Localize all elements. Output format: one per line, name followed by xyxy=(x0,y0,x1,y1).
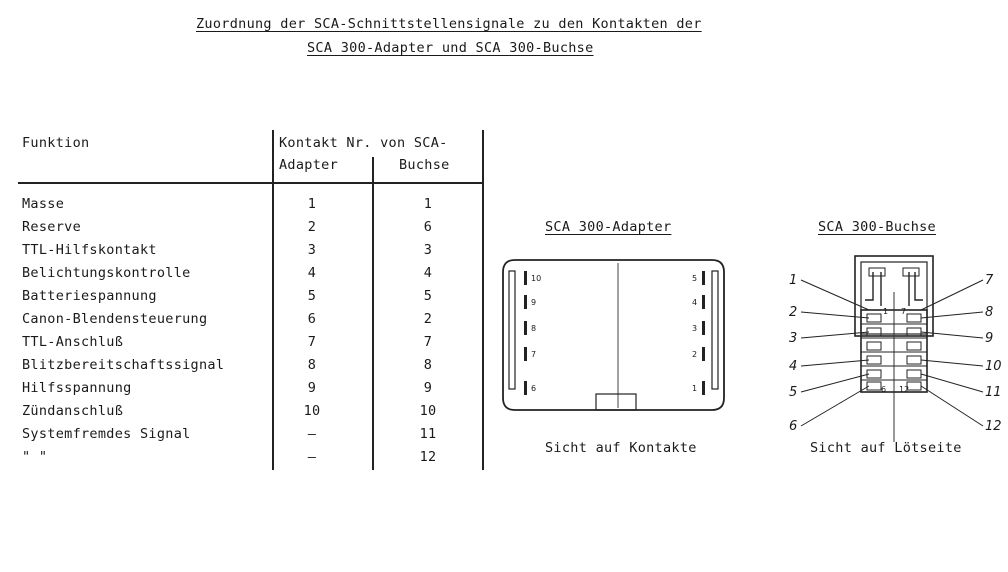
buchse-title: SCA 300-Buchse xyxy=(818,219,936,235)
table-divider-middle xyxy=(372,157,374,470)
buchse-contact-left xyxy=(867,328,881,336)
adapter-caption: Sicht auf Kontakte xyxy=(545,440,697,456)
row-buchse-contact: 3 xyxy=(423,242,433,258)
adapter-contact-label: 1 xyxy=(692,384,698,393)
table-divider-right xyxy=(482,130,484,470)
table-header-rule xyxy=(18,182,484,184)
buchse-contact-right xyxy=(907,314,921,322)
row-funktion: Belichtungskontrolle xyxy=(22,265,191,281)
row-buchse-contact: 12 xyxy=(419,449,437,465)
row-adapter-contact: 7 xyxy=(307,334,317,350)
buchse-leader-line xyxy=(801,280,869,310)
row-funktion: Hilfsspannung xyxy=(22,380,132,396)
adapter-contact-label: 7 xyxy=(531,350,537,359)
buchse-callout-right: 11 xyxy=(985,385,1002,400)
buchse-callout-right: 7 xyxy=(985,273,994,288)
adapter-contact-label: 6 xyxy=(531,384,537,393)
buchse-callout-left: 2 xyxy=(789,305,798,320)
adapter-contact-left xyxy=(524,321,527,335)
buchse-contact-left xyxy=(867,342,881,350)
adapter-contact-label: 4 xyxy=(692,298,698,307)
buchse-contact-left xyxy=(867,370,881,378)
buchse-leader-line xyxy=(921,386,983,426)
row-buchse-contact: 5 xyxy=(423,288,433,304)
buchse-contact-right xyxy=(907,328,921,336)
adapter-title: SCA 300-Adapter xyxy=(545,219,672,235)
row-adapter-contact: – xyxy=(307,449,317,465)
document-title-line-2: SCA 300-Adapter und SCA 300-Buchse xyxy=(307,40,594,56)
adapter-diagram xyxy=(500,258,730,418)
buchse-inner-label: 1 xyxy=(883,307,889,316)
buchse-leader-line xyxy=(921,374,983,392)
buchse-inner-label: 12 xyxy=(899,385,910,394)
buchse-callout-left: 6 xyxy=(789,419,798,434)
row-buchse-contact: 2 xyxy=(423,311,433,327)
row-buchse-contact: 11 xyxy=(419,426,437,442)
adapter-contact-left xyxy=(524,381,527,395)
adapter-contact-right xyxy=(702,295,705,309)
row-adapter-contact: 9 xyxy=(307,380,317,396)
row-adapter-contact: 4 xyxy=(307,265,317,281)
adapter-contact-label: 2 xyxy=(692,350,698,359)
row-funktion: Systemfremdes Signal xyxy=(22,426,191,442)
buchse-leader-line xyxy=(801,386,869,426)
adapter-contact-left xyxy=(524,295,527,309)
adapter-contact-label: 9 xyxy=(531,298,537,307)
buchse-leader-line xyxy=(921,332,983,338)
buchse-caption: Sicht auf Lötseite xyxy=(810,440,962,456)
buchse-leader-line xyxy=(801,312,869,318)
buchse-callout-left: 4 xyxy=(789,359,798,374)
buchse-inner-label: 7 xyxy=(901,307,907,316)
row-funktion: " " xyxy=(22,449,48,465)
header-kontakt-nr: Kontakt Nr. von SCA- xyxy=(279,135,448,151)
buchse-callout-right: 10 xyxy=(985,359,1002,374)
row-funktion: Masse xyxy=(22,196,65,212)
row-buchse-contact: 10 xyxy=(419,403,437,419)
row-funktion: Reserve xyxy=(22,219,81,235)
row-funktion: Canon-Blendensteuerung xyxy=(22,311,208,327)
row-adapter-contact: 3 xyxy=(307,242,317,258)
buchse-contact-left xyxy=(867,356,881,364)
row-adapter-contact: 6 xyxy=(307,311,317,327)
table-divider-left xyxy=(272,130,274,470)
adapter-contact-right xyxy=(702,347,705,361)
buchse-leader-line xyxy=(801,332,869,338)
adapter-contact-left xyxy=(524,271,527,285)
buchse-inner-label: 6 xyxy=(881,385,887,394)
adapter-contact-label: 10 xyxy=(531,274,542,283)
adapter-contact-label: 3 xyxy=(692,324,698,333)
buchse-callout-right: 8 xyxy=(985,305,994,320)
buchse-leader-line xyxy=(921,360,983,366)
buchse-leader-line xyxy=(801,360,869,366)
buchse-diagram xyxy=(785,252,1005,452)
buchse-leader-line xyxy=(921,312,983,318)
row-adapter-contact: – xyxy=(307,426,317,442)
adapter-contact-right xyxy=(702,321,705,335)
header-adapter: Adapter xyxy=(279,157,338,173)
document-title-line-1: Zuordnung der SCA-Schnittstellensignale zu den Kontakten der xyxy=(196,16,702,32)
header-buchse: Buchse xyxy=(399,157,450,173)
row-adapter-contact: 2 xyxy=(307,219,317,235)
buchse-callout-left: 3 xyxy=(789,331,798,346)
row-buchse-contact: 8 xyxy=(423,357,433,373)
adapter-contact-right xyxy=(702,271,705,285)
row-funktion: TTL-Anschluß xyxy=(22,334,124,350)
row-funktion: TTL-Hilfskontakt xyxy=(22,242,157,258)
row-adapter-contact: 1 xyxy=(307,196,317,212)
row-funktion: Zündanschluß xyxy=(22,403,124,419)
row-funktion: Blitzbereitschaftssignal xyxy=(22,357,225,373)
row-buchse-contact: 4 xyxy=(423,265,433,281)
buchse-contact-right xyxy=(907,356,921,364)
adapter-contact-right xyxy=(702,381,705,395)
row-funktion: Batteriespannung xyxy=(22,288,157,304)
adapter-contact-label: 5 xyxy=(692,274,698,283)
buchse-callout-right: 9 xyxy=(985,331,994,346)
row-buchse-contact: 6 xyxy=(423,219,433,235)
header-funktion: Funktion xyxy=(22,135,90,151)
buchse-contact-left xyxy=(867,382,881,390)
row-buchse-contact: 9 xyxy=(423,380,433,396)
buchse-contact-right xyxy=(907,370,921,378)
adapter-contact-left xyxy=(524,347,527,361)
buchse-contact-right xyxy=(907,342,921,350)
buchse-leader-line xyxy=(921,280,983,310)
buchse-callout-right: 12 xyxy=(985,419,1002,434)
buchse-leader-line xyxy=(801,374,869,392)
adapter-contact-label: 8 xyxy=(531,324,537,333)
row-adapter-contact: 10 xyxy=(303,403,321,419)
buchse-callout-left: 5 xyxy=(789,385,798,400)
buchse-callout-left: 1 xyxy=(789,273,798,288)
row-buchse-contact: 1 xyxy=(423,196,433,212)
row-buchse-contact: 7 xyxy=(423,334,433,350)
buchse-contact-left xyxy=(867,314,881,322)
row-adapter-contact: 8 xyxy=(307,357,317,373)
row-adapter-contact: 5 xyxy=(307,288,317,304)
